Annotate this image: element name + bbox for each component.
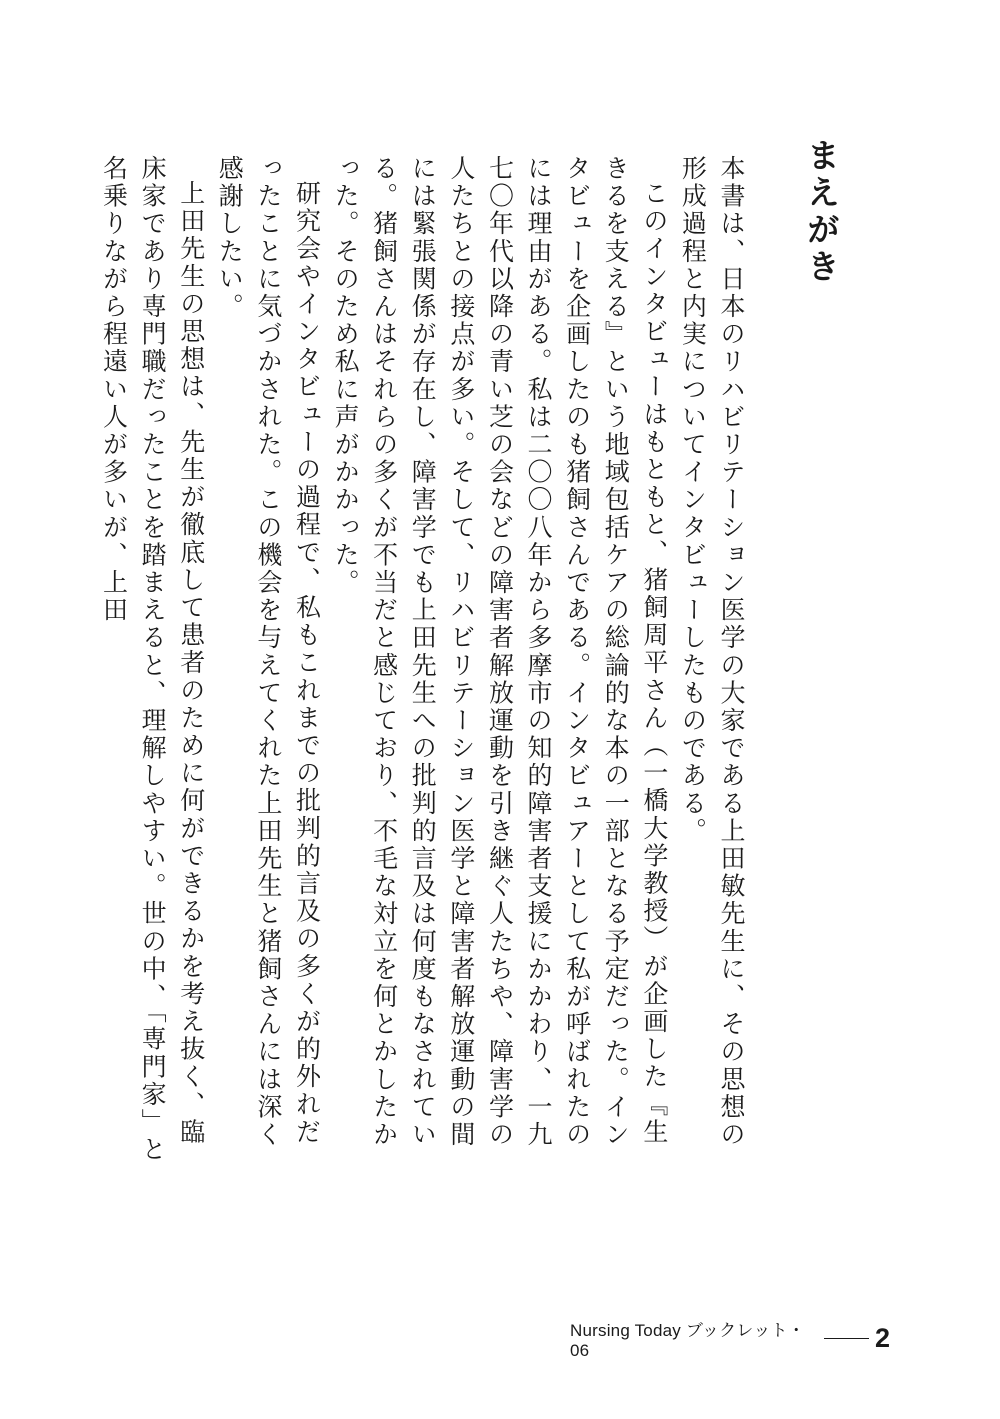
series-name: Nursing Today ブックレット・06 xyxy=(570,1320,805,1360)
page-number: 2 xyxy=(874,1322,890,1353)
body-text xyxy=(99,155,750,1165)
footer-rule xyxy=(824,1338,869,1339)
page-title: まえがき xyxy=(802,138,841,286)
paragraph: 研究会やインタビューの過程で、私もこれまでの批判的言及の多くが的外れだったことに気づかされた。この機会を与えてくれた上田先生と猪飼さんには深く感謝したい。 xyxy=(215,155,322,1149)
paragraph: 本書は、日本のリハビリテーション医学の大家である上田敏先生に、その思想の形成過程と内実についてインタビューしたものである。 xyxy=(678,155,746,1149)
paragraph: 上田先生の思想は、先生が徹底して患者のために何ができるかを考え抜く、臨床家であり専門職だったことを踏まえると、理解しやすい。世の中、「専門家」と名乗りながら程遠い人が多いが、上田 xyxy=(99,155,206,1164)
page-footer xyxy=(570,1318,890,1358)
paragraph: このインタビューはもともと、猪飼周平さん（一橋大学教授）が企画した『生きるを支える』という地域包括ケアの総論的な本の一部となる予定だった。インタビューを企画したのも猪飼さんである。インタビュアーとして私が呼ばれたのには理由がある。私は二〇〇八年から多摩市の知的障害者支援にかかわり、一九七〇年代以降の青い芝の会などの障害者解放運動を引き継ぐ人たちや、障害学の人たちとの接点が多い。そして、リハビリテーション医学と障害者解放運動の間には緊張関係が存在し、障害学でも上田先生への批判的言及は何度もなされている。猪飼さんはそれらの多くが不当だと感じており、不毛な対立を何とかしたかった。そのため私に声がかかった。 xyxy=(331,155,669,1149)
